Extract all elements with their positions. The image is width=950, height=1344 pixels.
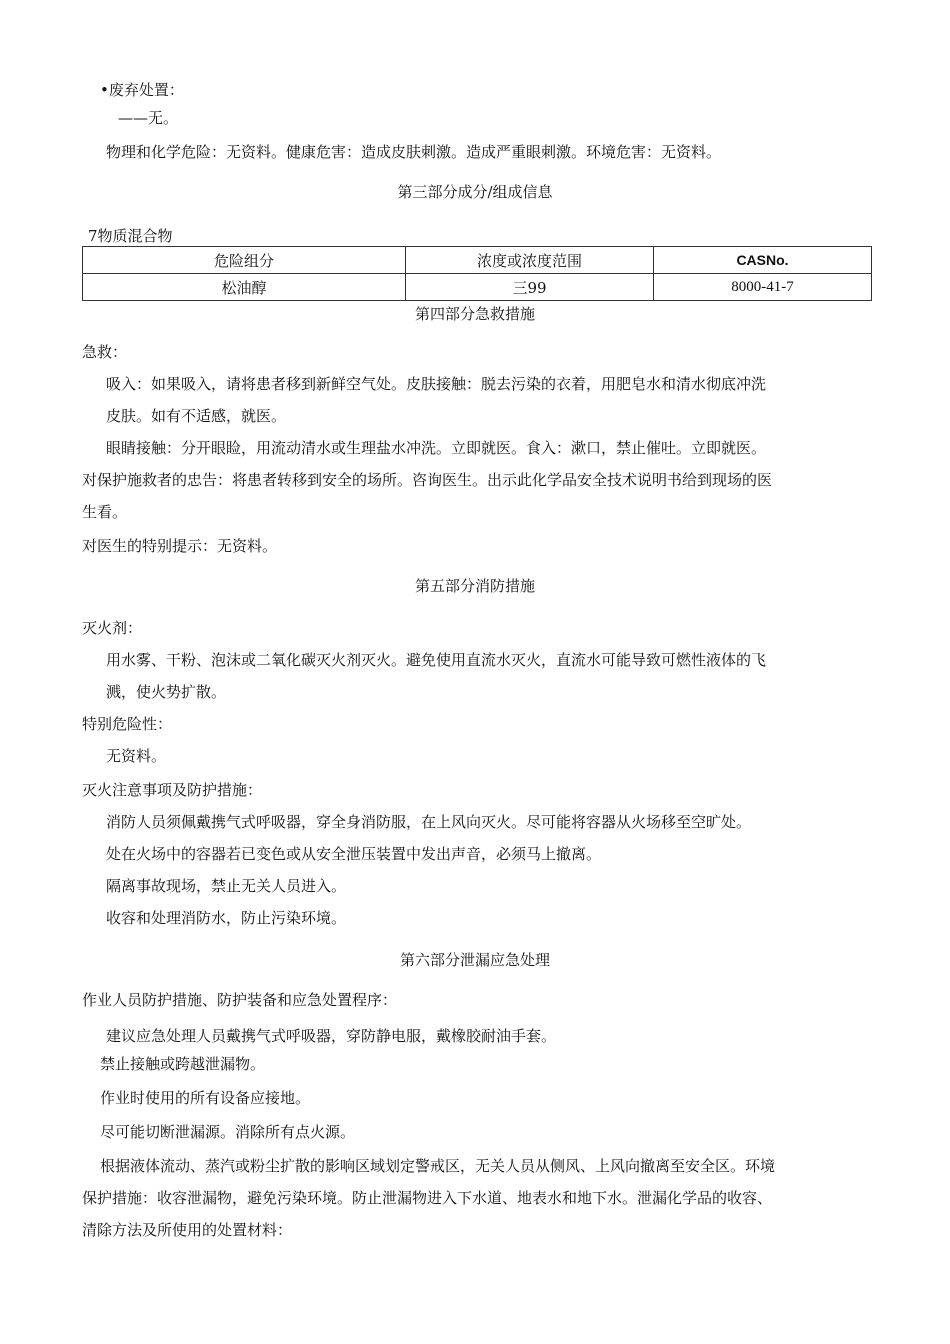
special-hazard-label: 特别危险性：	[82, 715, 173, 733]
first-aid-label: 急救：	[82, 343, 128, 361]
precaution-label: 灭火注意事项及防护措施：	[82, 781, 263, 799]
table-header: 危险组分	[83, 247, 406, 274]
paragraph-line: 隔离事故现场，禁止无关人员进入。	[106, 877, 347, 895]
paragraph-line: 禁止接触或跨越泄漏物。	[100, 1055, 266, 1073]
table-header: CASNo.	[654, 247, 872, 274]
section4-title: 第四部分急救措施	[414, 305, 535, 323]
table-cell: 8000-41-7	[654, 274, 872, 301]
table-row	[83, 274, 872, 301]
procedure-label: 作业人员防护措施、防护装备和应急处置程序：	[82, 991, 398, 1009]
section3-title: 第三部分成分/组成信息	[397, 183, 553, 201]
table-header-row	[83, 247, 872, 274]
section5-title: 第五部分消防措施	[414, 577, 535, 595]
disposal-item: ——无。	[118, 109, 179, 127]
disposal-heading: •废弃处置：	[100, 81, 184, 99]
mixture-label: 7物质混合物	[88, 227, 173, 245]
table-cell: 三99	[406, 274, 654, 301]
paragraph-line: 皮肤。如有不适感，就医。	[106, 407, 287, 425]
paragraph-line: 处在火场中的容器若已变色或从安全泄压装置中发出声音，必须马上撤离。	[106, 845, 602, 863]
paragraph-line: 对医生的特别提示：无资料。	[82, 537, 278, 555]
composition-table	[82, 246, 872, 301]
table-cell: 松油醇	[83, 274, 406, 301]
hazard-summary: 物理和化学危险：无资料。健康危害：造成皮肤刺激。造成严重眼刺激。环境危害：无资料。	[106, 143, 722, 161]
paragraph-line: 作业时使用的所有设备应接地。	[100, 1089, 311, 1107]
section6-title: 第六部分泄漏应急处理	[399, 951, 550, 969]
paragraph-line: 吸入：如果吸入，请将患者移到新鲜空气处。皮肤接触：脱去污染的衣着，用肥皂水和清水彻底冲洗	[106, 375, 767, 393]
paragraph-line: 对保护施救者的忠告：将患者转移到安全的场所。咨询医生。出示此化学品安全技术说明书给到现场的医	[82, 471, 773, 489]
paragraph-line: 根据液体流动、蒸汽或粉尘扩散的影响区域划定警戒区，无关人员从侧风、上风向撤离至安全区。环境	[100, 1157, 776, 1175]
paragraph-line: 眼睛接触：分开眼睑，用流动清水或生理盐水冲洗。立即就医。食入：漱口，禁止催吐。立即就医。	[106, 439, 767, 457]
paragraph-line: 清除方法及所使用的处置材料：	[82, 1221, 293, 1239]
paragraph-line: 无资料。	[106, 747, 167, 765]
paragraph-line: 尽可能切断泄漏源。消除所有点火源。	[100, 1123, 356, 1141]
paragraph-line: 生看。	[82, 503, 128, 521]
paragraph-line: 消防人员须佩戴携气式呼吸器，穿全身消防服，在上风向灭火。尽可能将容器从火场移至空旷处。	[106, 813, 752, 831]
paragraph-line: 收容和处理消防水，防止污染环境。	[106, 909, 347, 927]
table-header: 浓度或浓度范围	[406, 247, 654, 274]
paragraph-line: 用水雾、干粉、泡沫或二氧化碳灭火剂灭火。避免使用直流水灭火，直流水可能导致可燃性液体的飞	[106, 651, 767, 669]
paragraph-line: 溅，使火势扩散。	[106, 683, 227, 701]
paragraph-line: 保护措施：收容泄漏物，避免污染环境。防止泄漏物进入下水道、地表水和地下水。泄漏化学品的收容、	[82, 1189, 773, 1207]
paragraph-line: 建议应急处理人员戴携气式呼吸器，穿防静电服，戴橡胶耐油手套。	[106, 1027, 557, 1045]
extinguish-label: 灭火剂：	[82, 619, 143, 637]
